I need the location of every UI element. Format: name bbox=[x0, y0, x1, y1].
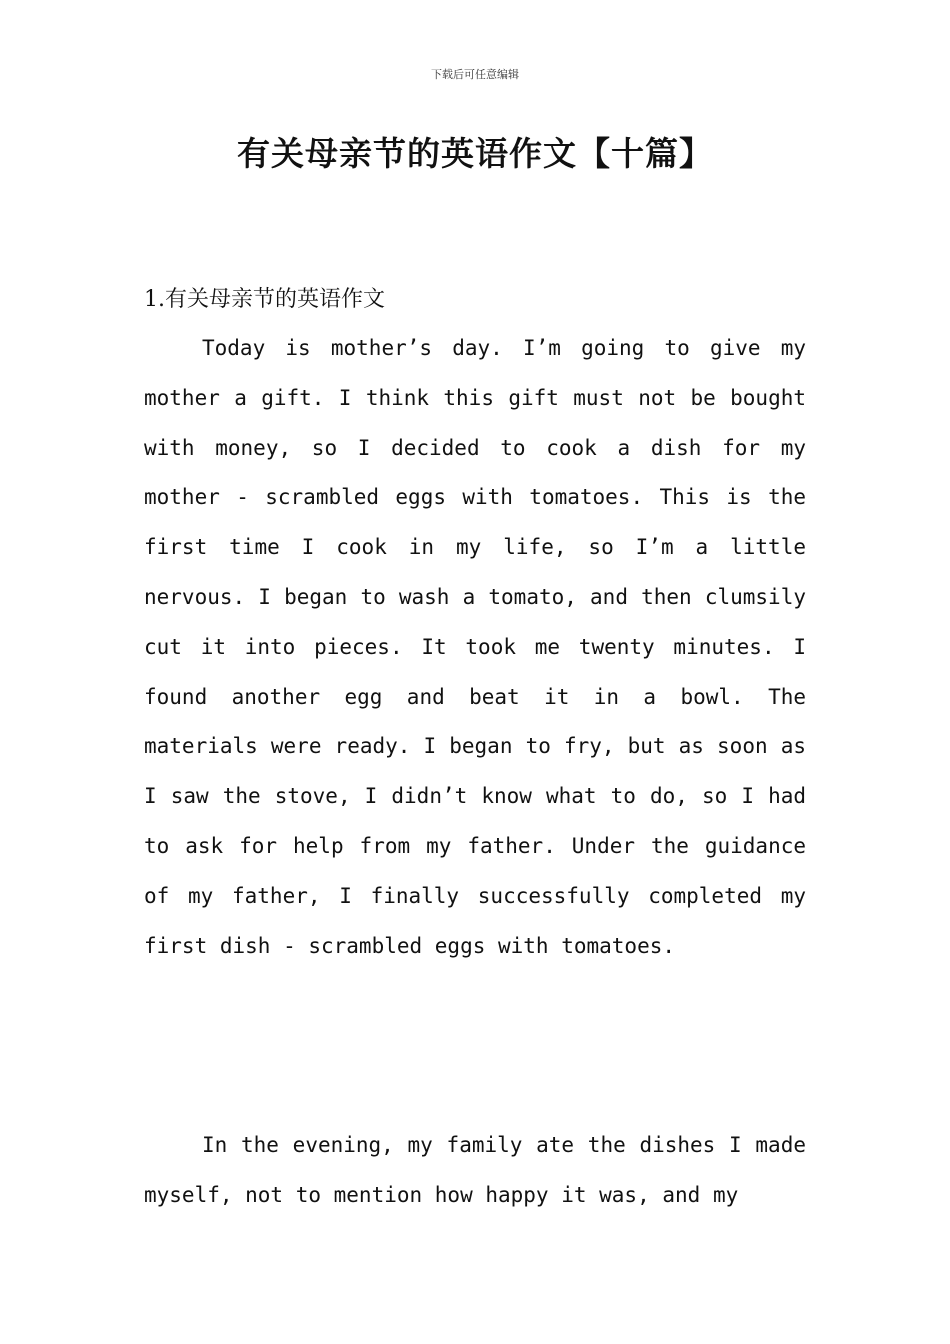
document-title: 有关母亲节的英语作文【十篇】 bbox=[237, 134, 713, 173]
body-paragraph: In the evening, my family ate the dishes I made myself, not to mention how happy it was, and my bbox=[144, 1133, 806, 1207]
body-paragraph: Today is mother’s day. I’m going to give my mother a gift. I think this gift must not be bought with money, so I decided to cook a dish for my mother - scrambled eggs with tomatoes. This is the first time I cook in my life, so I’m a little nervous. I began to wash a tomato, and then clumsily cut it into pieces. It took me twenty minutes. I found another egg and beat it in a bowl. The materials were ready. I began to fry, but as soon as I saw the stove, I didn’t know what to do, so I had to ask for help from my father. Under the guidance of my father, I finally successfully completed my first dish - scrambled eggs with tomatoes. bbox=[144, 336, 806, 958]
section-heading: 1.有关母亲节的英语作文 bbox=[144, 287, 385, 312]
header-note: 下载后可任意编辑 bbox=[431, 68, 519, 81]
